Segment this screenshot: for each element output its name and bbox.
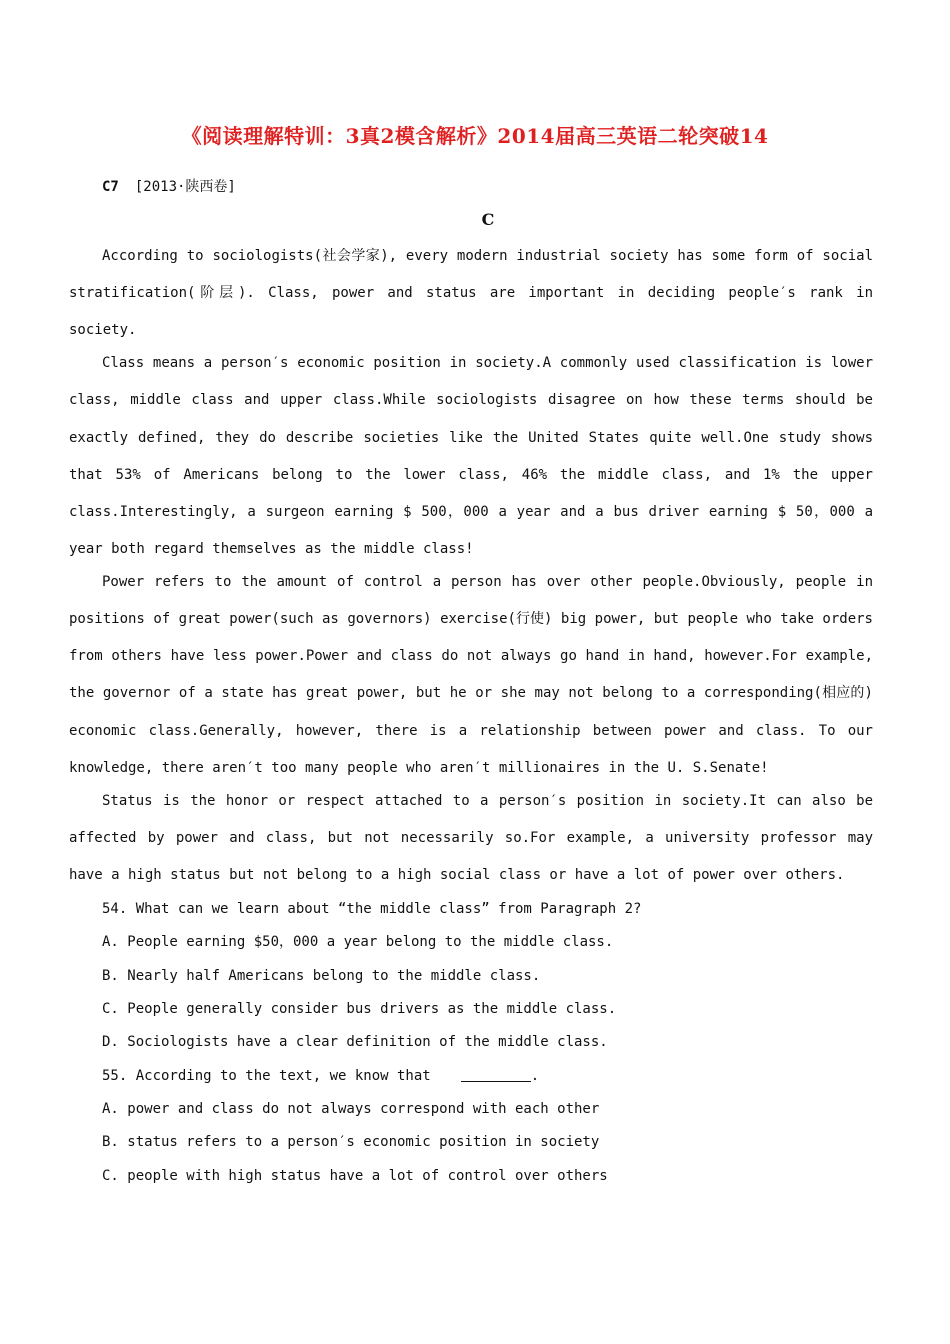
passage-paragraph-1: According to sociologists(社会学家), every modern industrial society has some form of social stratification(阶层). Class, power and status are important in deciding people′s rank in society.	[69, 248, 873, 339]
question-55-stem-line	[102, 1066, 539, 1086]
answer-blank	[461, 1067, 531, 1082]
passage-paragraph-3: Power refers to the amount of control a person has over other people.Obviously, people in positions of great power(such as governors) exercise(行使) big power, but people who take orders from others have less power.Power and class do not always go hand in hand, however.For example, the governor of a state has great power, but he or she may not belong to a corresponding(相应的) economic class.Generally, however, there is a relationship between power and class. To our knowledge, there aren′t too many people who aren′t millionaires in the U. S.Senate!	[69, 573, 873, 776]
document-title: 《阅读理解特训：3真2模含解析》2014届高三英语二轮突破14	[181, 124, 769, 148]
question-source	[102, 176, 236, 196]
question-55-stem: 55. According to the text, we know that	[102, 1068, 431, 1084]
question-54-option-b: B. Nearly half Americans belong to the middle class.	[102, 968, 541, 984]
passage-paragraph-2: Class means a person′s economic position in society.A commonly used classification is lower class, middle class and upper class.While sociologists disagree on how these terms should be exactly defined, they do describe societies like the United States quite well.One study shows that 53% of Americans belong to the lower class, 46% the middle class, and 1% the upper class.Interestingly, a surgeon earning $ 500，000 a year and a bus driver earning $ 50，000 a year both regard themselves as the middle class!	[69, 355, 873, 558]
passage-paragraph-4: Status is the honor or respect attached to a person′s position in society.It can also be affected by power and class, but not necessarily so.For example, a university professor may have a high status but not belong to a high social class or have a lot of power over others.	[69, 792, 873, 883]
question-55-stem-end: .	[530, 1068, 540, 1084]
question-54-option-a: A. People earning $50，000 a year belong to the middle class.	[102, 934, 614, 950]
question-55-option-b: B. status refers to a person′s economic position in society	[102, 1134, 600, 1150]
question-55-option-c: C. people with high status have a lot of control over others	[102, 1168, 608, 1184]
question-54-stem: 54. What can we learn about “the middle class” from Paragraph 2?	[102, 901, 642, 917]
exam-reference: [2013·陕西卷]	[134, 179, 236, 195]
question-55-option-a: A. power and class do not always correspond with each other	[102, 1101, 600, 1117]
reading-passage	[69, 238, 873, 890]
question-54-option-d: D. Sociologists have a clear definition of the middle class.	[102, 1034, 608, 1050]
passage-letter: C	[481, 210, 495, 229]
question-54-option-c: C. People generally consider bus drivers as the middle class.	[102, 1001, 617, 1017]
question-code: C7	[102, 179, 119, 195]
